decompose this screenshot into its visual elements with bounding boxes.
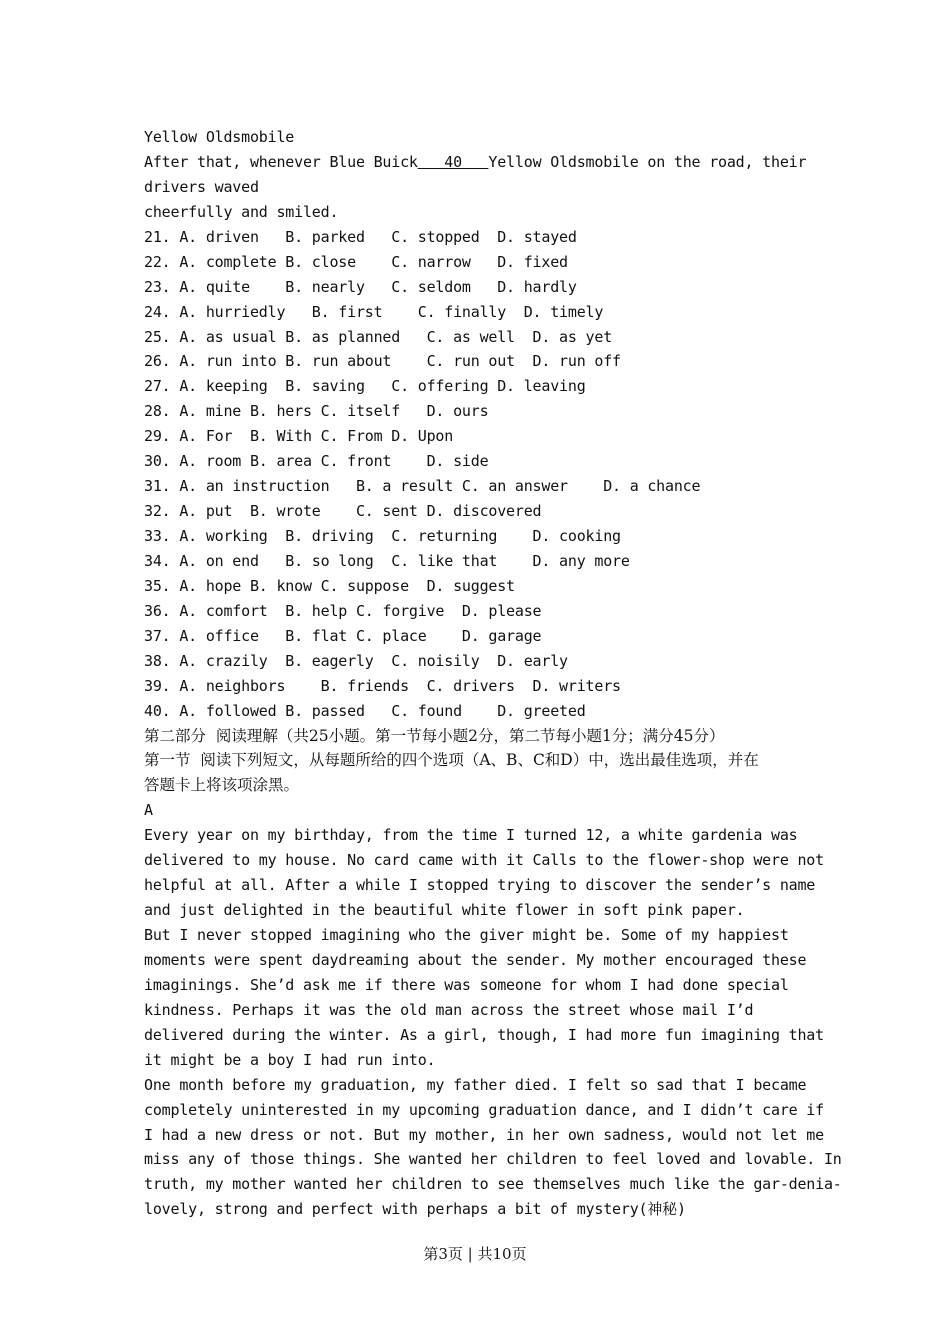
passage-line: Every year on my birthday, from the time I turned 12, a white gardenia was	[144, 826, 798, 845]
option-line: 32. A. put B. wrote C. sent D. discovered	[144, 502, 542, 521]
text-line: cheerfully and smiled.	[144, 202, 339, 221]
option-line: 39. A. neighbors B. friends C. drivers D. writers	[144, 676, 621, 695]
passage-line: miss any of those things. She wanted her children to feel loved and lovable. In	[144, 1150, 842, 1169]
option-line: 40. A. followed B. passed C. found D. greeted	[144, 701, 586, 720]
text-line	[144, 150, 816, 175]
option-line: 26. A. run into B. run about C. run out D. run off	[144, 352, 621, 371]
passage-label: A	[144, 801, 153, 820]
passage-line: delivered to my house. No card came with it Calls to the flower-shop were not	[144, 851, 824, 870]
passage-line: But I never stopped imagining who the giver might be. Some of my happiest	[144, 926, 789, 944]
text-fragment: After that, whenever Blue Buick	[144, 152, 418, 171]
option-line: 33. A. working B. driving C. returning D. cooking	[144, 527, 621, 545]
option-line: 31. A. an instruction B. a result C. an answer D. a chance	[144, 477, 701, 496]
section-instruction: 答题卡上将该项涂黑。	[144, 776, 300, 795]
blank-40: 40	[417, 152, 489, 171]
option-line: 27. A. keeping B. saving C. offering D. leaving	[144, 377, 586, 396]
option-line: 21. A. driven B. parked C. stopped D. stayed	[144, 227, 577, 246]
passage-line: and just delighted in the beautiful white flower in soft pink paper.	[144, 901, 745, 920]
text-line: drivers waved	[144, 177, 259, 196]
option-line: 29. A. For B. With C. From D. Upon	[144, 427, 454, 446]
option-line: 25. A. as usual B. as planned C. as well D. as yet	[144, 327, 613, 346]
option-line: 22. A. complete B. close C. narrow D. fixed	[144, 252, 568, 271]
option-line: 38. A. crazily B. eagerly C. noisily D. early	[144, 651, 568, 670]
text-fragment: Yellow Oldsmobile on the road, their	[488, 152, 807, 171]
passage-line: kindness. Perhaps it was the old man across the street whose mail I’d	[144, 1000, 754, 1019]
option-line: 34. A. on end B. so long C. like that D. any more	[144, 551, 630, 570]
section-instruction: 第一节 阅读下列短文，从每题所给的四个选项（A、B、C和D）中，选出最佳选项，并在	[144, 751, 759, 770]
option-line: 36. A. comfort B. help C. forgive D. please	[144, 601, 542, 620]
page-content	[144, 125, 842, 1222]
option-line: 37. A. office B. flat C. place D. garage	[144, 626, 542, 645]
passage-line: moments were spent daydreaming about the sender. My mother encouraged these	[144, 950, 807, 969]
passage-line: it might be a boy I had run into.	[144, 1050, 436, 1069]
option-line: 30. A. room B. area C. front D. side	[144, 452, 489, 471]
option-line: 28. A. mine B. hers C. itself D. ours	[144, 402, 489, 421]
text-line: Yellow Oldsmobile	[144, 128, 295, 146]
passage-line: delivered during the winter. As a girl, though, I had more fun imagining that	[144, 1025, 824, 1044]
section-heading: 第二部分 阅读理解（共25小题。第一节每小题2分，第二节每小题1分；满分45分）	[144, 726, 725, 745]
passage-line: I had a new dress or not. But my mother, in her own sadness, would not let me	[144, 1125, 824, 1144]
passage-line: truth, my mother wanted her children to see themselves much like the gar-denia-	[144, 1175, 842, 1194]
option-line: 24. A. hurriedly B. first C. finally D. timely	[144, 302, 604, 321]
passage-line: One month before my graduation, my father died. I felt so sad that I became	[144, 1075, 807, 1094]
option-line: 23. A. quite B. nearly C. seldom D. hardly	[144, 277, 577, 296]
page-footer: 第3页 | 共10页	[423, 1245, 527, 1263]
passage-line: completely uninterested in my upcoming graduation dance, and I didn’t care if	[144, 1100, 824, 1119]
passage-line: lovely, strong and perfect with perhaps a bit of mystery(神秘)	[144, 1200, 686, 1219]
option-line: 35. A. hope B. know C. suppose D. suggest	[144, 576, 515, 595]
passage-line: helpful at all. After a while I stopped trying to discover the sender’s name	[144, 876, 816, 895]
passage-line: imaginings. She’d ask me if there was someone for whom I had done special	[144, 975, 789, 994]
